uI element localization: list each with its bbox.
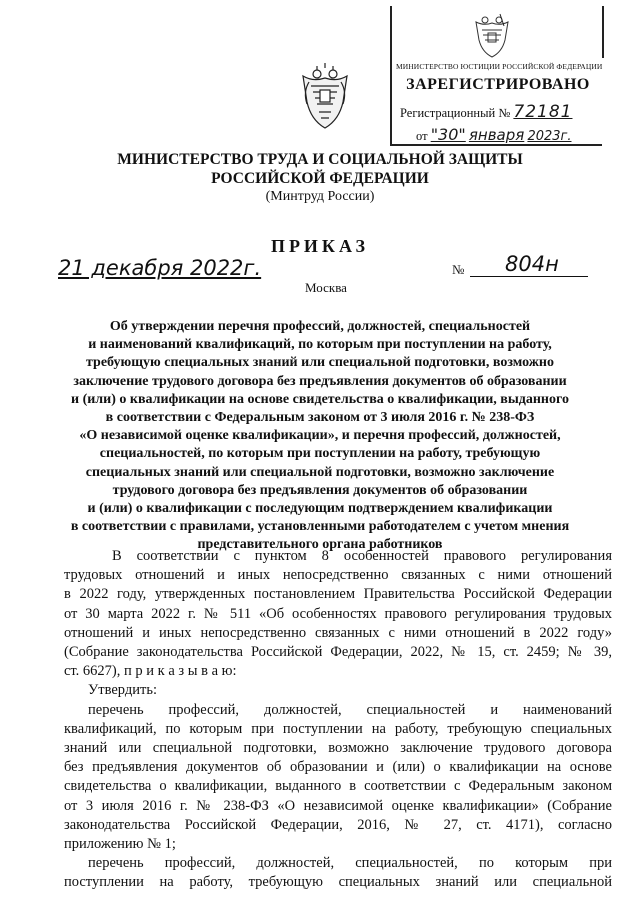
stamp-reg-label: Регистрационный №: [400, 106, 511, 120]
body-line: отношений и иных непосредственно связанных с ними отношений в 2022 году»: [64, 624, 612, 641]
handwritten-order-number: 804н: [505, 252, 559, 276]
body-line: приложению № 1;: [64, 836, 176, 853]
title-line: «О независимой оценке квалификации», и перечня профессий, должностей,: [79, 428, 561, 444]
body-line: от 3 июля 2016 г. № 238-ФЗ «О независимой оценке квалификации» (Собрание: [64, 797, 612, 814]
ministry-name-line1: МИНИСТЕРСТВО ТРУДА И СОЦИАЛЬНОЙ ЗАЩИТЫ: [117, 151, 523, 168]
title-line: в соответствии с Федеральным законом от 3 июля 2016 г. № 238-ФЗ: [105, 410, 535, 426]
body-line: поступлении на работу, требующую специальных знаний или специальной: [64, 874, 612, 891]
stamp-registration-number-row: [400, 102, 572, 122]
body-line: (Собрание законодательства Российской Федерации, 2022, № 15, ст. 2459; № 39,: [64, 644, 612, 661]
coat-of-arms-icon: [297, 62, 353, 134]
number-underline: [470, 276, 588, 277]
title-line: требующую специальных знаний или специальной подготовки, возможно: [86, 355, 554, 371]
body-line: свидетельства о квалификации, выданного в соответствии с Федеральным законом: [64, 778, 612, 795]
stamp-date-row: [416, 125, 571, 144]
ministry-name-line2: РОССИЙСКОЙ ФЕДЕРАЦИИ: [211, 170, 429, 187]
body-line: В соответствии с пунктом 8 особенностей правового регулирования: [112, 548, 612, 564]
body-line: без предъявления документов об образовании и (или) о квалификации на основе: [64, 759, 612, 776]
ministry-header: [0, 150, 640, 206]
title-line: и наименований квалификаций, по которым при поступлении на работу,: [88, 337, 552, 353]
body-line: квалификаций, по которым при поступлении на работу, требующую специальных: [64, 720, 612, 737]
body-line: в 2022 году, утвержденных постановлением Правительства Российской Федерации: [64, 586, 612, 603]
stamp-emblem-icon: [470, 12, 514, 60]
title-line: Об утверждении перечня профессий, должностей, специальностей: [109, 319, 531, 334]
stamp-registered-label: ЗАРЕГИСТРИРОВАНО: [406, 76, 590, 93]
title-line: специальных знаний или специальной подготовки, возможно заключение: [85, 464, 555, 480]
number-label: №: [452, 262, 465, 277]
ministry-short-name: (Минтруд России): [265, 189, 375, 204]
stamp-reg-number: 72181: [513, 102, 573, 122]
handwritten-date: 21 декабря 2022г.: [58, 256, 262, 280]
stamp-date-day: "30": [430, 125, 466, 144]
body-line: от 30 марта 2022 г. № 511 «Об особенностях правового регулирования трудовых: [64, 605, 612, 622]
document-body: [64, 547, 612, 893]
title-line: представительного органа работников: [197, 537, 443, 553]
body-line: трудовых отношений и иных непосредственно связанных с ними отношений: [64, 567, 612, 584]
stamp-date-year: 2023г.: [527, 129, 572, 144]
city-name: Москва: [305, 280, 347, 295]
document-type: ПРИКАЗ: [270, 236, 370, 256]
body-line: законодательства Российской Федерации, 2016, № 27, ст. 4171), согласно: [64, 816, 612, 833]
body-line: перечень профессий, должностей, специальностей и наименований: [88, 701, 612, 718]
stamp-date-prefix: от: [416, 129, 428, 143]
city: [0, 280, 640, 296]
registration-stamp: [390, 6, 602, 146]
document-title: [64, 318, 576, 555]
title-line: и (или) о квалификации на основе свидетельства о квалификации, выданного: [71, 391, 569, 407]
body-line: Утвердить:: [88, 682, 157, 699]
title-line: в соответствии с правилами, установленными работодателем с учетом мнения: [70, 519, 570, 535]
body-line: знаний или специальной подготовки, возможно заключение трудового договора: [64, 740, 612, 757]
title-line: трудового договора без предъявления документов об образовании: [112, 482, 528, 498]
title-line: и (или) о квалификации с последующим подтверждением квалификации: [87, 501, 553, 517]
body-line: ст. 6627), п р и к а з ы в а ю:: [64, 663, 237, 680]
title-line: заключение трудового договора без предъявления документов об образовании: [73, 373, 567, 389]
body-line: перечень профессий, должностей, специальностей, по которым при: [88, 855, 612, 872]
stamp-ministry-name: МИНИСТЕРСТВО ЮСТИЦИИ РОССИЙСКОЙ ФЕДЕРАЦИИ: [396, 62, 603, 71]
stamp-date-month: января: [468, 126, 525, 144]
title-line: специальностей, по которым при поступлении на работу, требующую: [99, 446, 541, 462]
